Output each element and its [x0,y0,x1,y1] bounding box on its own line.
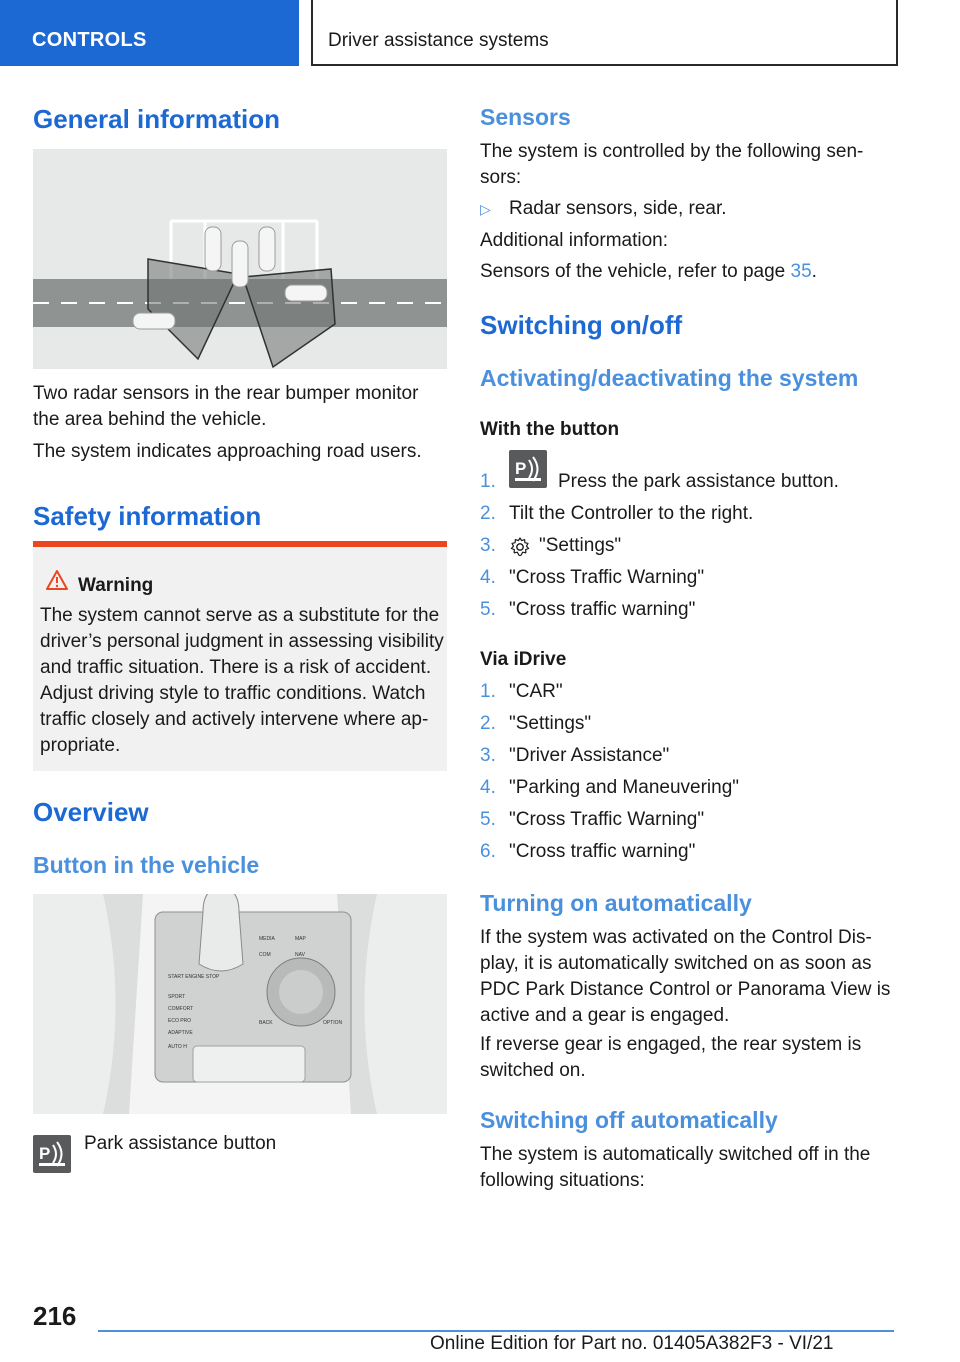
console-label-com: COM [259,952,271,958]
sensors-bullet-text: Radar sensors, side, rear. [509,198,727,219]
general-information-paragraph-2: The system indicates approaching road users. [33,441,422,462]
with-the-button-heading: With the button [480,419,620,440]
warning-box [33,541,447,771]
step-number: 2. [480,503,496,524]
warning-body: The system cannot serve as a substitute for the driver’s personal judgment in assessing visibility and traffic situation. There is a risk of accident. Adjust driving style to traffic conditions. Watch traffic closely and actively intervene where ap‐ propriate. [40,605,444,756]
console-label-start-stop: START ENGINE STOP [168,974,220,980]
svg-text:P: P [515,459,527,478]
park-assistance-button-icon [33,1135,71,1173]
step-text: "Settings" [509,713,592,734]
step-number: 5. [480,809,496,830]
step-text: "Driver Assistance" [509,745,670,766]
page-35-link[interactable]: 35 [790,261,812,282]
step-text: Press the park assistance button. [558,471,839,492]
page-number: 216 [33,1301,77,1331]
step-number: 4. [480,777,496,798]
header-chapter-label: Driver assistance systems [328,30,549,51]
sensors-reference [480,259,817,285]
console-label-comfort: COMFORT [168,1006,194,1012]
step-text: "Cross Traffic Warning" [509,567,705,588]
turning-on-paragraph-1: If the system was activated on the Control Dis‐ play, it is automatically switched on as soon as PDC Park Distance Control or Panorama View is active and a gear is engaged. [480,927,891,1026]
general-information-paragraph-1: Two radar sensors in the rear bumper monitor the area behind the vehicle. [33,383,419,430]
header-chapter-tab [311,0,898,66]
console-label-eco-pro: ECO PRO [168,1018,192,1024]
sensors-heading: Sensors [480,104,571,130]
warning-triangle-icon [45,569,69,596]
console-label-map: MAP [295,936,306,942]
console-label-auto-h: AUTO H [168,1044,187,1050]
general-information-heading: General information [33,104,281,134]
step-text: "Cross traffic warning" [509,841,696,862]
footer-divider [98,1330,894,1332]
step-number: 5. [480,599,496,620]
svg-text:P: P [39,1144,51,1163]
footer-edition-text: Online Edition for Part no. 01405A382F3 - VI/21 [430,1333,834,1354]
console-label-media: MEDIA [259,936,275,942]
sensors-bullet [480,196,727,222]
console-label-back: BACK [259,1020,273,1026]
switching-on-off-heading: Switching on/off [480,310,683,340]
safety-information-heading: Safety information [33,501,262,531]
additional-information-label: Additional information: [480,230,668,251]
center-console-illustration [33,894,447,1114]
overview-heading: Overview [33,797,149,827]
step-text: "Parking and Maneuvering" [509,777,740,798]
step-number: 1. [480,471,496,492]
turning-on-paragraph-2: If reverse gear is engaged, the rear system is switched on. [480,1034,862,1081]
step-number: 2. [480,713,496,734]
step-text: "CAR" [509,681,563,702]
console-label-nav: NAV [295,952,305,958]
step-text: "Settings" [539,535,622,556]
sensors-reference-end: . [811,261,817,282]
step-number: 1. [480,681,496,702]
turning-on-automatically-heading: Turning on automatically [480,890,752,916]
park-assistance-button-legend: Park assistance button [84,1133,277,1154]
step-text: "Cross Traffic Warning" [509,809,705,830]
console-label-adaptive: ADAPTIVE [168,1030,193,1036]
step-text: "Cross traffic warning" [509,599,696,620]
step-text: Tilt the Controller to the right. [509,503,754,524]
step-number: 3. [480,745,496,766]
step-number: 4. [480,567,496,588]
sensors-reference-text: Sensors of the vehicle, refer to page [480,261,791,282]
sensors-paragraph: The system is controlled by the following sen‐ sors: [480,141,864,188]
button-in-vehicle-heading: Button in the vehicle [33,852,260,878]
activating-deactivating-heading: Activating/deactivating the system [480,365,859,391]
switching-off-automatically-heading: Switching off automatically [480,1107,778,1133]
step-number: 6. [480,841,496,862]
console-label-sport: SPORT [168,994,186,1000]
header-section-label: CONTROLS [32,29,147,51]
via-idrive-heading: Via iDrive [480,649,567,670]
bullet-triangle-icon: ▷ [480,201,491,217]
warning-title: Warning [78,575,154,596]
radar-coverage-illustration [33,149,447,369]
gear-icon [509,536,531,566]
switching-off-paragraph: The system is automatically switched off in the following situations: [480,1144,871,1191]
header-section-tab [0,0,299,66]
console-label-option: OPTION [323,1020,343,1026]
park-assistance-button-icon [509,450,547,488]
step-number: 3. [480,535,496,556]
